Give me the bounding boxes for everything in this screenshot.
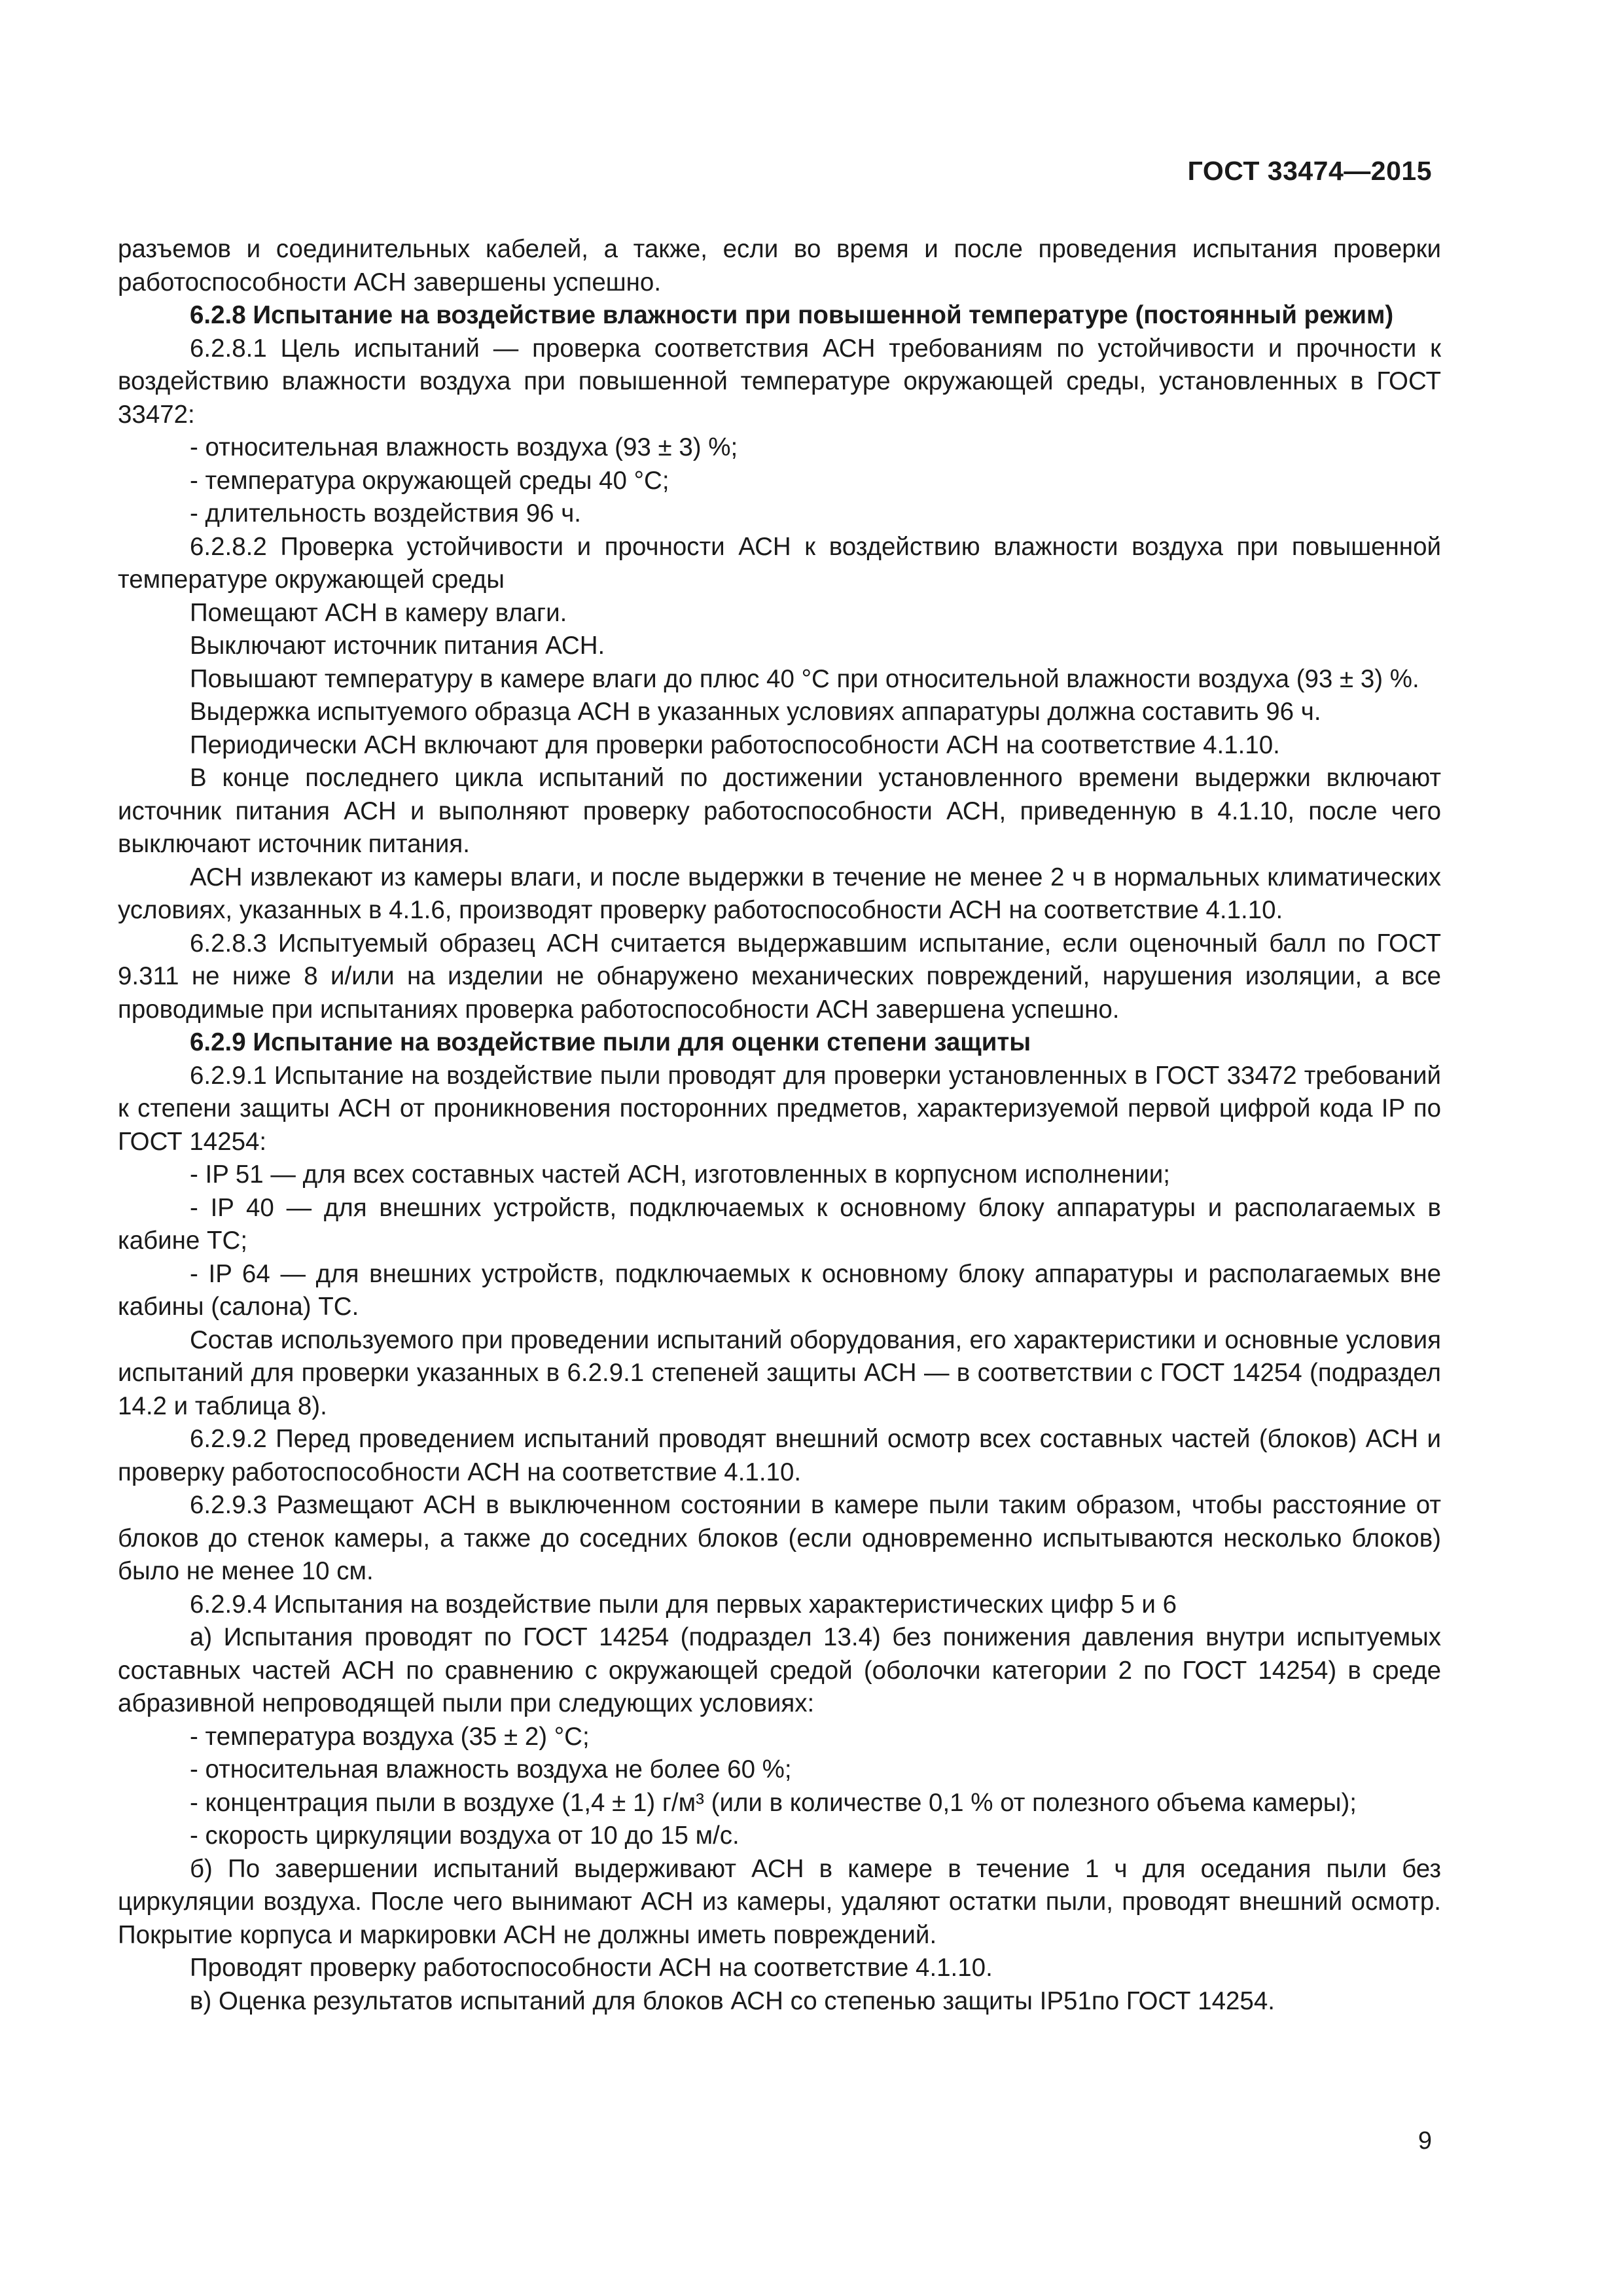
paragraph: 6.2.9.2 Перед проведением испытаний проводят внешний осмотр всех составных частей (блоков) АСН и проверку работоспособности АСН на соответствие 4.1.10.: [118, 1425, 1441, 1486]
paragraph: - температура окружающей среды 40 °С;: [190, 466, 669, 495]
paragraph: - IP 51 — для всех составных частей АСН, изготовленных в корпусном исполнении;: [190, 1160, 1170, 1189]
document-body: [118, 233, 1441, 2018]
page-number: 9: [1418, 2127, 1432, 2155]
paragraph: - длительность воздействия 96 ч.: [190, 499, 581, 528]
paragraph: а) Испытания проводят по ГОСТ 14254 (подраздел 13.4) без понижения давления внутри испытуемых составных частей АСН по сравнению с окружающей средой (оболочки категории 2 по ГОСТ 14254) в среде абразивной непроводящей пыли при следующих условиях:: [118, 1623, 1441, 1717]
paragraph: - скорость циркуляции воздуха от 10 до 15 м/с.: [190, 1821, 740, 1850]
paragraph: Выключают источник питания АСН.: [190, 632, 605, 660]
paragraph: - концентрация пыли в воздухе (1,4 ± 1) г/м³ (или в количестве 0,1 % от полезного объема камеры);: [190, 1788, 1357, 1817]
paragraph: в) Оценка результатов испытаний для блоков АСН со степенью защиты IP51по ГОСТ 14254.: [190, 1986, 1275, 2015]
paragraph: - температура воздуха (35 ± 2) °С;: [190, 1722, 590, 1751]
paragraph: 6.2.9.4 Испытания на воздействие пыли для первых характеристических цифр 5 и 6: [190, 1590, 1177, 1619]
paragraph: - относительная влажность воздуха (93 ± 3) %;: [190, 433, 738, 461]
paragraph: АСН извлекают из камеры влаги, и после выдержки в течение не менее 2 ч в нормальных климатических условиях, указанных в 4.1.6, производят проверку работоспособности АСН на соответствие 4.1.10.: [118, 863, 1441, 924]
paragraph: Выдержка испытуемого образца АСН в указанных условиях аппаратуры должна составить 96 ч.: [190, 698, 1321, 726]
paragraph: 6.2.9.3 Размещают АСН в выключенном состоянии в камере пыли таким образом, чтобы расстояние от блоков до стенок камеры, а также до соседних блоков (если одновременно испытываются несколько блоков) было не менее 10 см.: [118, 1491, 1441, 1585]
paragraph: Повышают температуру в камере влаги до плюс 40 °С при относительной влажности воздуха (93 ± 3) %.: [190, 664, 1419, 693]
paragraph: Помещают АСН в камеру влаги.: [190, 598, 567, 627]
paragraph: 6.2.8.2 Проверка устойчивости и прочности АСН к воздействию влажности воздуха при повышенной температуре окружающей среды: [118, 532, 1441, 594]
section-heading: 6.2.9 Испытание на воздействие пыли для оценки степени защиты: [190, 1028, 1031, 1056]
paragraph: Проводят проверку работоспособности АСН на соответствие 4.1.10.: [190, 1954, 993, 1982]
paragraph: - IP 64 — для внешних устройств, подключаемых к основному блоку аппаратуры и располагаемых вне кабины (салона) ТС.: [118, 1259, 1441, 1321]
paragraph: - относительная влажность воздуха не более 60 %;: [190, 1755, 792, 1784]
paragraph: б) По завершении испытаний выдерживают АСН в камере в течение 1 ч для оседания пыли без циркуляции воздуха. После чего вынимают АСН из камеры, удаляют остатки пыли, проводят внешний осмотр. Покрытие корпуса и маркировки АСН не должны иметь повреждений.: [118, 1854, 1441, 1949]
paragraph: разъемов и соединительных кабелей, а также, если во время и после проведения испытания проверки работоспособности АСН завершены успешно.: [118, 235, 1441, 296]
paragraph: В конце последнего цикла испытаний по достижении установленного времени выдержки включают источник питания АСН и выполняют проверку работоспособности АСН, приведенную в 4.1.10, после чего выключают источник питания.: [118, 764, 1441, 858]
paragraph: Периодически АСН включают для проверки работоспособности АСН на соответствие 4.1.10.: [190, 730, 1280, 759]
paragraph: 6.2.8.3 Испытуемый образец АСН считается выдержавшим испытание, если оценочный балл по ГОСТ 9.311 не ниже 8 и/или на изделии не обнаружено механических повреждений, нарушения изоляции, а все проводимые при испытаниях проверка работоспособности АСН завершена успешно.: [118, 929, 1441, 1024]
document-header: ГОСТ 33474—2015: [1187, 156, 1432, 186]
section-heading: 6.2.8 Испытание на воздействие влажности при повышенной температуре (постоянный режим): [190, 301, 1394, 329]
paragraph: 6.2.8.1 Цель испытаний — проверка соответствия АСН требованиям по устойчивости и прочности к воздействию влажности воздуха при повышенной температуре окружающей среды, установленных в ГОСТ 33472:: [118, 334, 1441, 429]
paragraph: - IP 40 — для внешних устройств, подключаемых к основному блоку аппаратуры и располагаемых в кабине ТС;: [118, 1193, 1441, 1255]
paragraph: Состав используемого при проведении испытаний оборудования, его характеристики и основные условия испытаний для проверки указанных в 6.2.9.1 степеней защиты АСН — в соответствии с ГОСТ 14254 (подраздел 14.2 и таблица 8).: [118, 1325, 1441, 1420]
paragraph: 6.2.9.1 Испытание на воздействие пыли проводят для проверки установленных в ГОСТ 33472 требований к степени защиты АСН от проникновения посторонних предметов, характеризуемой первой цифрой кода IP по ГОСТ 14254:: [118, 1061, 1441, 1156]
